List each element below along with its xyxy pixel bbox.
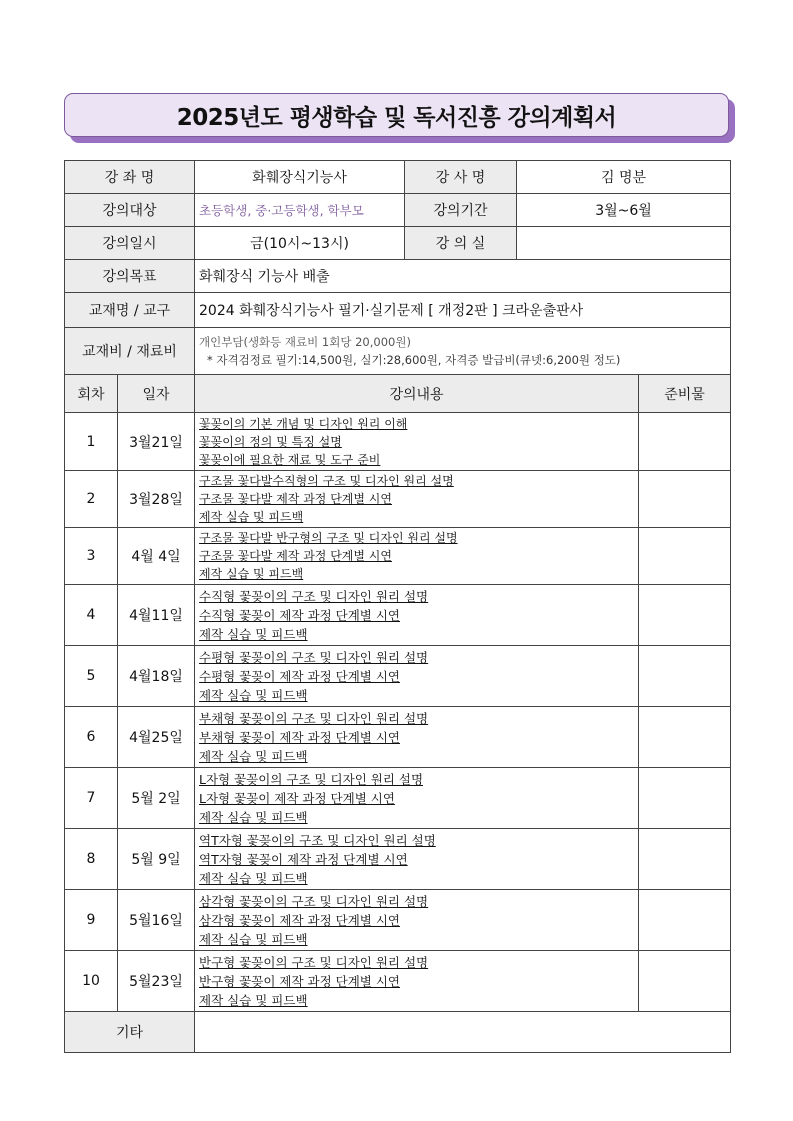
room-value <box>517 227 731 260</box>
session-prep <box>639 413 731 471</box>
content-line: L자형 꽃꽂이 제작 과정 단계별 시연 <box>199 790 395 806</box>
content-line: 수평형 꽃꽂이의 구조 및 디자인 원리 설명 <box>199 649 429 665</box>
session-date: 4월11일 <box>118 585 195 646</box>
info-row-schedule <box>65 227 731 260</box>
session-number: 9 <box>65 890 118 951</box>
etc-label: 기타 <box>65 1012 195 1053</box>
session-content <box>195 707 639 768</box>
schedule-label: 강의일시 <box>65 227 195 260</box>
fee-line-2: * 자격검정료 필기:14,500원, 실기:28,600원, 자격증 발급비(큐넷:6,200원 정도) <box>207 353 621 367</box>
session-number: 6 <box>65 707 118 768</box>
content-line: 삼각형 꽃꽂이의 구조 및 디자인 원리 설명 <box>199 893 429 909</box>
session-date: 3월28일 <box>118 471 195 528</box>
content-line: 삼각형 꽃꽂이 제작 과정 단계별 시연 <box>199 912 401 928</box>
info-row-target <box>65 194 731 227</box>
content-line: 제작 실습 및 피드백 <box>199 931 308 947</box>
session-date: 5월16일 <box>118 890 195 951</box>
schedule-row <box>65 528 731 585</box>
content-line: 제작 실습 및 피드백 <box>199 870 308 886</box>
schedule-row <box>65 707 731 768</box>
schedule-row <box>65 829 731 890</box>
content-header: 강의내용 <box>195 375 639 413</box>
fee-line-1: 개인부담(생화등 재료비 1회당 20,000원) <box>199 335 411 349</box>
content-line: 구조물 꽃다발 제작 과정 단계별 시연 <box>199 549 392 563</box>
content-line: 구조물 꽃다발 제작 과정 단계별 시연 <box>199 492 392 506</box>
session-number: 7 <box>65 768 118 829</box>
schedule-row <box>65 471 731 528</box>
schedule-value: 금(10시~13시) <box>195 227 405 260</box>
schedule-row <box>65 413 731 471</box>
session-number: 5 <box>65 646 118 707</box>
content-line: 수직형 꽃꽂이 제작 과정 단계별 시연 <box>199 607 401 623</box>
session-content <box>195 768 639 829</box>
content-line: 수직형 꽃꽂이의 구조 및 디자인 원리 설명 <box>199 588 429 604</box>
schedule-row <box>65 951 731 1012</box>
content-line: 제작 실습 및 피드백 <box>199 567 304 581</box>
etc-value <box>195 1012 731 1053</box>
content-line: 반구형 꽃꽂이의 구조 및 디자인 원리 설명 <box>199 954 429 970</box>
content-line: 제작 실습 및 피드백 <box>199 748 308 764</box>
session-content <box>195 413 639 471</box>
session-content <box>195 528 639 585</box>
session-content <box>195 646 639 707</box>
session-date: 4월18일 <box>118 646 195 707</box>
session-date: 3월21일 <box>118 413 195 471</box>
info-row-fee <box>65 328 731 375</box>
session-number: 10 <box>65 951 118 1012</box>
session-number: 3 <box>65 528 118 585</box>
content-line: 제작 실습 및 피드백 <box>199 626 308 642</box>
content-line: 제작 실습 및 피드백 <box>199 687 308 703</box>
content-line: 꽃꽂이의 기본 개념 및 디자인 원리 이해 <box>199 416 408 431</box>
title-banner <box>64 93 729 137</box>
session-prep <box>639 890 731 951</box>
info-row-goal <box>65 260 731 293</box>
session-header: 회차 <box>65 375 118 413</box>
session-number: 2 <box>65 471 118 528</box>
session-content <box>195 471 639 528</box>
goal-value: 화훼장식 기능사 배출 <box>195 260 731 293</box>
content-line: 역T자형 꽃꽂이의 구조 및 디자인 원리 설명 <box>199 832 436 848</box>
session-date: 5월 2일 <box>118 768 195 829</box>
etc-row <box>65 1012 731 1053</box>
schedule-row <box>65 585 731 646</box>
session-prep <box>639 585 731 646</box>
session-date: 4월 4일 <box>118 528 195 585</box>
instructor-value: 김 명분 <box>517 161 731 194</box>
session-date: 4월25일 <box>118 707 195 768</box>
target-value: 초등학생, 중·고등학생, 학부모 <box>195 194 405 227</box>
content-line: 구조물 꽃다발 반구형의 구조 및 디자인 원리 설명 <box>199 531 458 545</box>
session-content <box>195 951 639 1012</box>
info-row-textbook <box>65 293 731 328</box>
goal-label: 강의목표 <box>65 260 195 293</box>
textbook-label: 교재명 / 교구 <box>65 293 195 328</box>
fee-label: 교재비 / 재료비 <box>65 328 195 375</box>
session-date: 5월 9일 <box>118 829 195 890</box>
period-label: 강의기간 <box>405 194 517 227</box>
session-number: 1 <box>65 413 118 471</box>
date-header: 일자 <box>118 375 195 413</box>
session-content <box>195 585 639 646</box>
course-name-label: 강 좌 명 <box>65 161 195 194</box>
textbook-value: 2024 화훼장식기능사 필기·실기문제 [ 개정2판 ] 크라운출판사 <box>195 293 731 328</box>
schedule-header-row <box>65 375 731 413</box>
content-line: 부채형 꽃꽂이의 구조 및 디자인 원리 설명 <box>199 710 429 726</box>
session-content <box>195 890 639 951</box>
schedule-row <box>65 890 731 951</box>
content-line: 부채형 꽃꽂이 제작 과정 단계별 시연 <box>199 729 401 745</box>
session-number: 8 <box>65 829 118 890</box>
page-title: 2025년도 평생학습 및 독서진흥 강의계획서 <box>176 104 617 131</box>
target-label: 강의대상 <box>65 194 195 227</box>
session-prep <box>639 471 731 528</box>
session-prep <box>639 768 731 829</box>
content-line: 역T자형 꽃꽂이 제작 과정 단계별 시연 <box>199 851 408 867</box>
session-prep <box>639 951 731 1012</box>
content-line: 제작 실습 및 피드백 <box>199 809 308 825</box>
content-line: 수평형 꽃꽂이 제작 과정 단계별 시연 <box>199 668 401 684</box>
session-content <box>195 829 639 890</box>
schedule-row <box>65 646 731 707</box>
content-line: 제작 실습 및 피드백 <box>199 510 304 524</box>
lecture-plan-table <box>64 160 731 1053</box>
session-prep <box>639 829 731 890</box>
session-date: 5월23일 <box>118 951 195 1012</box>
info-row-course <box>65 161 731 194</box>
session-prep <box>639 707 731 768</box>
content-line: 꽃꽂이의 정의 및 특징 설명 <box>199 434 342 449</box>
content-line: 반구형 꽃꽂이 제작 과정 단계별 시연 <box>199 973 401 989</box>
instructor-label: 강 사 명 <box>405 161 517 194</box>
content-line: 구조물 꽃다발수직형의 구조 및 디자인 원리 설명 <box>199 474 454 488</box>
schedule-body <box>65 413 731 1012</box>
session-prep <box>639 646 731 707</box>
schedule-row <box>65 768 731 829</box>
content-line: 꽃꽂이에 필요한 재료 및 도구 준비 <box>199 452 381 467</box>
course-name-value: 화훼장식기능사 <box>195 161 405 194</box>
session-number: 4 <box>65 585 118 646</box>
fee-value <box>195 328 731 375</box>
content-line: L자형 꽃꽂이의 구조 및 디자인 원리 설명 <box>199 771 424 787</box>
session-prep <box>639 528 731 585</box>
room-label: 강 의 실 <box>405 227 517 260</box>
period-value: 3월~6월 <box>517 194 731 227</box>
prep-header: 준비물 <box>639 375 731 413</box>
content-line: 제작 실습 및 피드백 <box>199 992 308 1008</box>
